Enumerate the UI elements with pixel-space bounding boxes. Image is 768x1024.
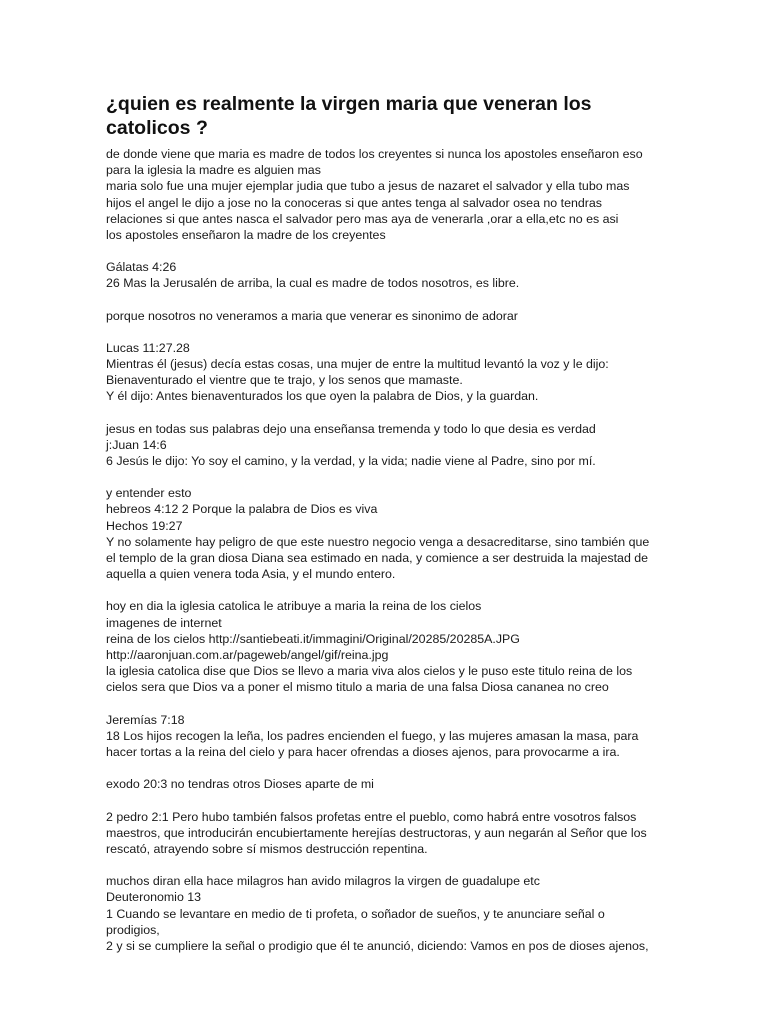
paragraph-jeremias bbox=[106, 712, 662, 761]
text-line: cielos sera que Dios va a poner el mismo titulo a maria de una falsa Diosa cananea no creo bbox=[106, 680, 609, 695]
text-line: 6 Jesús le dijo: Yo soy el camino, y la verdad, y la vida; nadie viene al Padre, sino por mí. bbox=[106, 454, 596, 469]
text-line: 2 y si se cumpliere la señal o prodigio que él te anunció, diciendo: Vamos en pos de dioses ajenos, bbox=[106, 938, 649, 953]
text-line: Lucas 11:27.28 bbox=[106, 340, 190, 355]
text-line: y entender esto bbox=[106, 486, 192, 501]
paragraph-galatas bbox=[106, 259, 662, 291]
paragraph-hechos bbox=[106, 485, 662, 582]
text-line: Gálatas 4:26 bbox=[106, 260, 177, 275]
text-line: la iglesia catolica dise que Dios se llevo a maria viva alos cielos y le puso este titulo reina de los bbox=[106, 664, 633, 679]
text-line: Y no solamente hay peligro de que este nuestro negocio venga a desacreditarse, sino también que bbox=[106, 534, 650, 549]
paragraph-deuteronomio bbox=[106, 873, 662, 954]
text-line: 2 pedro 2:1 Pero hubo también falsos profetas entre el pueblo, como habrá entre vosotros falsos bbox=[106, 809, 637, 824]
paragraph-exodo bbox=[106, 776, 662, 792]
text-line: prodigios, bbox=[106, 922, 160, 937]
text-line: Hechos 19:27 bbox=[106, 518, 183, 533]
text-line: exodo 20:3 no tendras otros Dioses aparte de mi bbox=[106, 777, 374, 792]
paragraph-lucas bbox=[106, 340, 662, 405]
document-page bbox=[106, 92, 662, 970]
text-line: Jeremías 7:18 bbox=[106, 712, 185, 727]
document-title bbox=[106, 92, 662, 140]
text-line: de donde viene que maria es madre de todos los creyentes si nunca los apostoles enseñaron eso bbox=[106, 147, 643, 161]
text-line: hebreos 4:12 2 Porque la palabra de Dios es viva bbox=[106, 502, 378, 517]
text-line: Deuteronomio 13 bbox=[106, 890, 202, 905]
text-line: los apostoles enseñaron la madre de los creyentes bbox=[106, 228, 386, 243]
paragraph-juan bbox=[106, 421, 662, 470]
text-line: maria solo fue una mujer ejemplar judia que tubo a jesus de nazaret el salvador y ella tubo mas bbox=[106, 179, 630, 194]
text-line: Mientras él (jesus) decía estas cosas, una mujer de entre la multitud levantó la voz y le dijo: bbox=[106, 357, 609, 372]
text-line: maestros, que introducirán encubiertamente herejías destructoras, y aun negarán al Señor que los bbox=[106, 825, 647, 840]
text-line: relaciones si que antes nasca el salvador pero mas aya de venerarla ,orar a ella,etc no es asi bbox=[106, 211, 619, 226]
text-line: Bienaventurado el vientre que te trajo, y los senos que mamaste. bbox=[106, 373, 463, 388]
text-line: para la iglesia la madre es alguien mas bbox=[106, 163, 321, 178]
text-line: reina de los cielos http://santiebeati.it/immagini/Original/20285/20285A.JPG bbox=[106, 631, 520, 646]
text-line: el templo de la gran diosa Diana sea estimado en nada, y comience a ser destruida la majestad de bbox=[106, 551, 649, 566]
text-line: j:Juan 14:6 bbox=[106, 437, 167, 452]
text-line: aquella a quien venera toda Asia, y el mundo entero. bbox=[106, 567, 396, 582]
text-line: hoy en dia la iglesia catolica le atribuye a maria la reina de los cielos bbox=[106, 599, 482, 614]
text-line: 18 Los hijos recogen la leña, los padres encienden el fuego, y las mujeres amasan la masa, para bbox=[106, 728, 639, 743]
text-line: porque nosotros no veneramos a maria que venerar es sinonimo de adorar bbox=[106, 308, 518, 323]
title-line: ¿quien es realmente la virgen maria que veneran los bbox=[106, 93, 592, 115]
text-line: Y él dijo: Antes bienaventurados los que oyen la palabra de Dios, y la guardan. bbox=[106, 389, 539, 404]
text-line: imagenes de internet bbox=[106, 615, 222, 630]
text-line: hijos el angel le dijo a jose no la conoceras si que antes tenga al salvador osea no tendras bbox=[106, 195, 602, 210]
paragraph-intro bbox=[106, 146, 662, 243]
text-line: rescató, atrayendo sobre sí mismos destrucción repentina. bbox=[106, 841, 428, 856]
text-line: 26 Mas la Jerusalén de arriba, la cual es madre de todos nosotros, es libre. bbox=[106, 276, 520, 291]
text-line: 1 Cuando se levantare en medio de ti profeta, o soñador de sueños, y te anunciare señal o bbox=[106, 906, 605, 921]
paragraph-venerar bbox=[106, 308, 662, 324]
paragraph-reina bbox=[106, 598, 662, 695]
text-line: hacer tortas a la reina del cielo y para hacer ofrendas a dioses ajenos, para provocarme a ira. bbox=[106, 745, 620, 760]
text-line: jesus en todas sus palabras dejo una enseñansa tremenda y todo lo que desia es verdad bbox=[106, 421, 596, 436]
text-line: http://aaronjuan.com.ar/pageweb/angel/gif/reina.jpg bbox=[106, 648, 389, 663]
text-line: muchos diran ella hace milagros han avido milagros la virgen de guadalupe etc bbox=[106, 874, 540, 889]
paragraph-pedro bbox=[106, 809, 662, 858]
title-line: catolicos ? bbox=[106, 117, 208, 139]
